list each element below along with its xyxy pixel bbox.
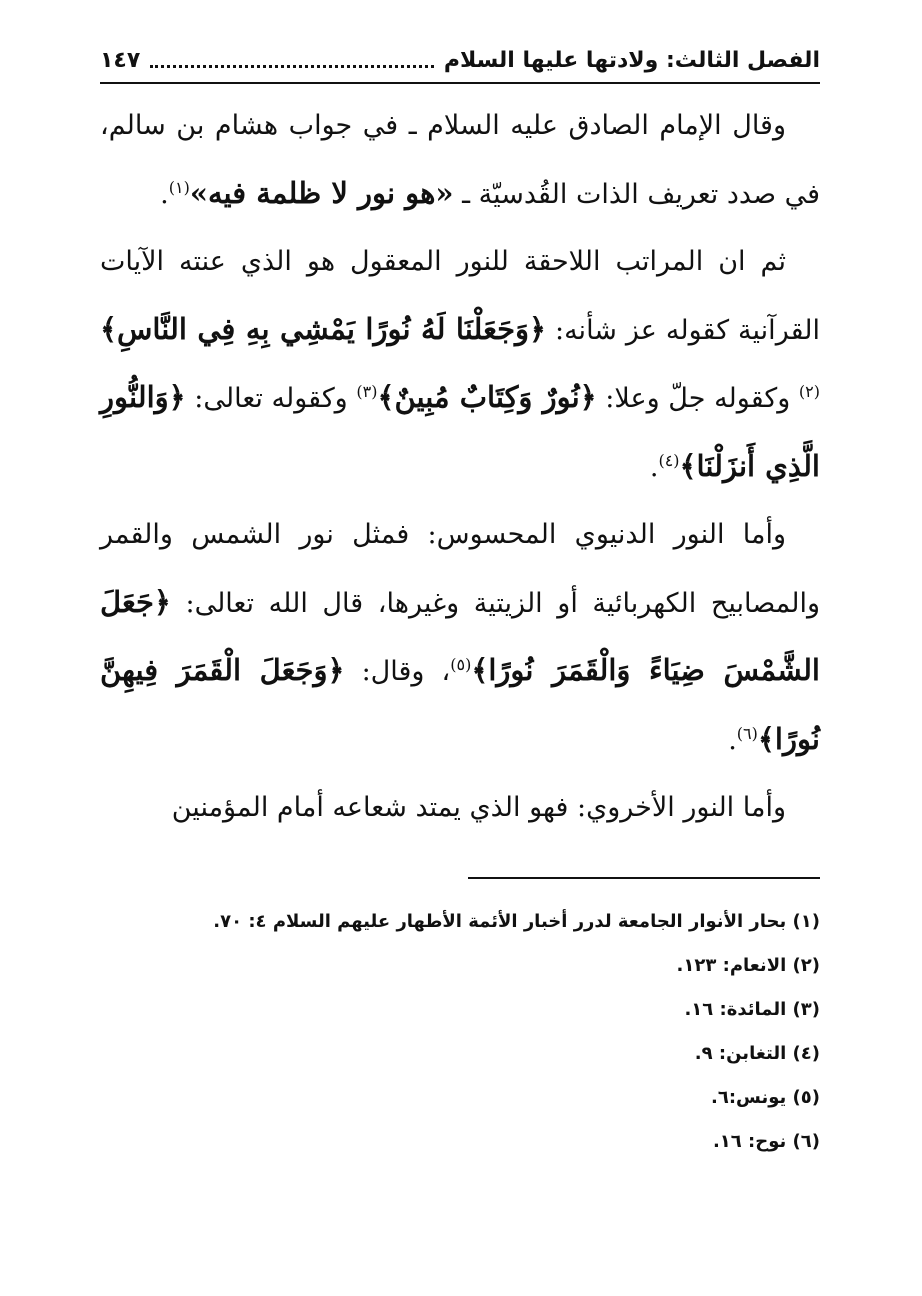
footnote-ref: (٣): [356, 382, 378, 401]
footnote-5: (٥) يونس:٦.: [710, 1087, 820, 1108]
quran-verse: ﴿جَعَلَ الشَّمْسَ ضِيَاءً وَالْقَمَرَ نُورًا﴾: [100, 584, 820, 687]
paragraph-text: ، وقال:: [344, 656, 451, 687]
quran-verse: ﴿وَجَعَلْنَا لَهُ نُورًا يَمْشِي بِهِ فِي النَّاسِ﴾: [100, 311, 546, 346]
chapter-title: الفصل الثالث: ولادتها عليها السلام: [443, 47, 820, 73]
footnote-6: (٦) نوح: ١٦.: [712, 1131, 820, 1152]
quran-verse: ﴿وَالنُّورِ الَّذِي أَنزَلْنَا﴾: [100, 380, 820, 483]
paragraph-end: .: [728, 724, 737, 756]
footnote-4: (٤) التغابن: ٩.: [694, 1043, 820, 1064]
paragraph-text: وكقوله تعالى:: [185, 383, 357, 414]
footnote-ref: (٦): [736, 723, 758, 743]
footnote-3: (٣) المائدة: ١٦.: [684, 999, 820, 1020]
header-rule: [100, 82, 820, 84]
paragraph-text: ثم ان المراتب اللاحقة للنور المعقول هو الذي عنته الآيات القرآنية كقوله عز شأنه:: [100, 246, 820, 346]
footnote-separator: [468, 877, 820, 879]
header-dot-leader: [150, 65, 434, 68]
paragraph-1: [100, 92, 820, 228]
paragraph-3: [100, 501, 820, 774]
paragraph-text: وأما النور الأخروي: فهو الذي يمتد شعاعه أمام المؤمنين: [171, 792, 786, 823]
main-text: [100, 92, 820, 842]
paragraph-2: [100, 228, 820, 501]
footnote-ref: (١): [168, 177, 190, 197]
footnote-2: (٢) الانعام: ١٢٣.: [676, 955, 820, 976]
hadith-quote: «هو نور لا ظلمة فيه»: [189, 175, 454, 210]
paragraph-end: .: [649, 451, 659, 483]
paragraph-text: وأما النور الدنيوي المحسوس: فمثل نور الشمس والقمر والمصابيح الكهربائية أو الزيتية وغيرها، قال الله تعالى:: [100, 519, 820, 619]
paragraph-text: وقال الإمام الصادق عليه السلام ـ في جواب هشام بن سالم، في صدد تعريف الذات القُدسيّة ـ: [100, 110, 820, 210]
quran-verse: ﴿وَجَعَلَ الْقَمَرَ فِيهِنَّ نُورًا﴾: [100, 653, 820, 756]
running-header: [100, 40, 820, 80]
paragraph-end: .: [160, 178, 169, 210]
footnotes: [100, 900, 820, 1164]
footnote-ref: (٢): [798, 382, 821, 401]
paragraph-text: وكقوله جلّ وعلا:: [596, 383, 799, 414]
page-number: ١٤٧: [100, 47, 141, 73]
footnote-1: (١) بحار الأنوار الجامعة لدرر أخبار الأئمة الأطهار عليهم السلام ٤: ٧٠.: [213, 911, 820, 932]
paragraph-4: [100, 774, 820, 842]
footnote-ref: (٤): [658, 450, 680, 470]
quran-verse: ﴿نُورٌ وَكِتَابٌ مُبِينٌ﴾: [377, 380, 597, 414]
footnote-ref: (٥): [450, 655, 472, 674]
